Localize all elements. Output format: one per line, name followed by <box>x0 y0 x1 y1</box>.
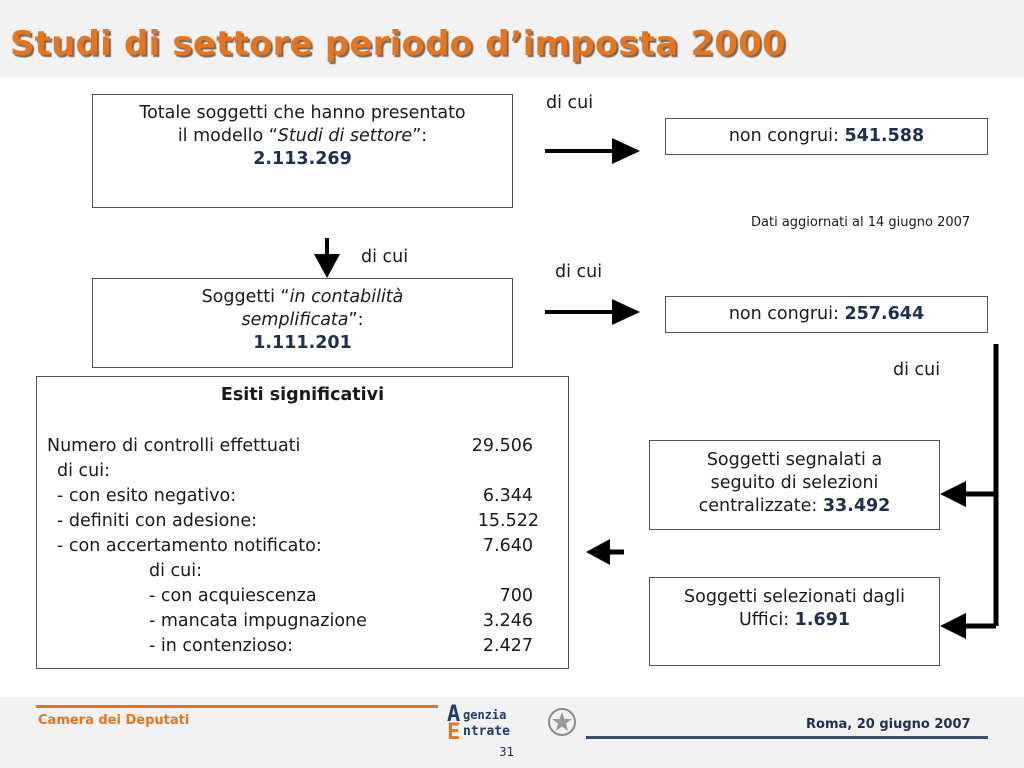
non-congrui-1-value: 541.588 <box>844 126 925 146</box>
emblem-icon <box>547 707 577 737</box>
simplified-pre: Soggetti “ <box>201 287 290 307</box>
simplified-line2 <box>93 309 512 332</box>
total-subjects-line1: Totale soggetti che hanno presentato <box>139 103 466 123</box>
simplified-post: ”: <box>348 310 364 330</box>
left-arrow-esiti <box>586 539 624 565</box>
right-arrow-second <box>545 299 640 325</box>
page-number: 31 <box>499 745 515 759</box>
non-congrui-box-1 <box>665 118 988 155</box>
esiti-row-value: 6.344 <box>482 486 533 506</box>
total-subjects-value: 2.113.269 <box>253 149 352 169</box>
agenzia-entrate-logo <box>443 704 583 744</box>
flagged-line2: seguito di selezioni <box>710 473 879 493</box>
footer-date: Roma, 20 giugno 2007 <box>806 717 971 732</box>
simplified-italic2: semplificata <box>241 310 349 330</box>
esiti-row-label: - in contenzioso: <box>149 636 294 656</box>
esiti-row-label: - definiti con adesione: <box>57 511 258 531</box>
esiti-row-value: 15.522 <box>477 511 539 531</box>
di-cui-label-middle: di cui <box>361 247 409 267</box>
selected-line1: Soggetti selezionati dagli <box>684 587 905 607</box>
esiti-row-value: 29.506 <box>471 436 533 456</box>
flagged-line3 <box>650 495 939 518</box>
non-congrui-1-label: non congrui: <box>728 126 845 146</box>
non-congrui-2-value: 257.644 <box>844 304 925 324</box>
total-subjects-line2-italic: Studi di settore <box>277 126 413 146</box>
simplified-value: 1.111.201 <box>253 333 352 353</box>
esiti-row-value: 3.246 <box>482 611 533 631</box>
esiti-row-label: - con esito negativo: <box>57 486 237 506</box>
esiti-row-label: di cui: <box>57 461 111 481</box>
total-subjects-box <box>92 94 513 208</box>
flagged-value: 33.492 <box>822 496 891 516</box>
footer-line-left <box>36 705 438 708</box>
total-subjects-line2 <box>93 125 512 148</box>
esiti-row-label: - con acquiescenza <box>149 586 317 606</box>
esiti-box <box>36 376 569 669</box>
logo-ntrate: ntrate <box>463 724 510 739</box>
total-subjects-line2-pre: il modello “ <box>177 126 278 146</box>
selected-subjects-box <box>649 577 940 666</box>
esiti-row-label: Numero di controlli effettuati <box>47 436 301 456</box>
right-arrow-top <box>545 138 640 164</box>
non-congrui-box-2 <box>665 296 988 333</box>
left-arrow-flagged <box>940 481 996 507</box>
logo-a: A <box>447 702 461 727</box>
logo-genzia: genzia <box>463 708 507 722</box>
left-arrow-selected <box>940 613 996 639</box>
simplified-italic1: in contabilità <box>289 287 404 307</box>
esiti-row-value: 7.640 <box>482 536 533 556</box>
flagged-line3-label: centralizzate: <box>698 496 823 516</box>
di-cui-label-top: di cui <box>546 93 594 113</box>
flagged-line1: Soggetti segnalati a <box>706 450 883 470</box>
esiti-row-label: - mancata impugnazione <box>149 611 367 631</box>
logo-e: E <box>447 720 461 745</box>
esiti-row-value: 2.427 <box>482 636 533 656</box>
footer-camera: Camera dei Deputati <box>38 713 190 728</box>
di-cui-label-second: di cui <box>555 262 603 282</box>
flagged-subjects-box <box>649 440 940 530</box>
esiti-title: Esiti significativi <box>220 385 385 405</box>
simplified-line1 <box>93 286 512 309</box>
di-cui-label-right: di cui <box>893 360 941 380</box>
slide-title: Studi di settore periodo d’imposta 2000 <box>10 24 786 64</box>
non-congrui-2-label: non congrui: <box>728 304 845 324</box>
esiti-row-label: di cui: <box>149 561 203 581</box>
esiti-row-label: - con accertamento notificato: <box>57 536 322 556</box>
update-note: Dati aggiornati al 14 giugno 2007 <box>751 215 971 230</box>
simplified-accounting-box <box>92 278 513 368</box>
total-subjects-line2-post: ”: <box>412 126 428 146</box>
selected-value: 1.691 <box>794 610 851 630</box>
selected-line2 <box>650 609 939 632</box>
esiti-row-value: 700 <box>499 586 533 606</box>
selected-line2-label: Uffici: <box>738 610 795 630</box>
footer-line-right <box>586 736 988 739</box>
down-arrow <box>314 238 340 278</box>
